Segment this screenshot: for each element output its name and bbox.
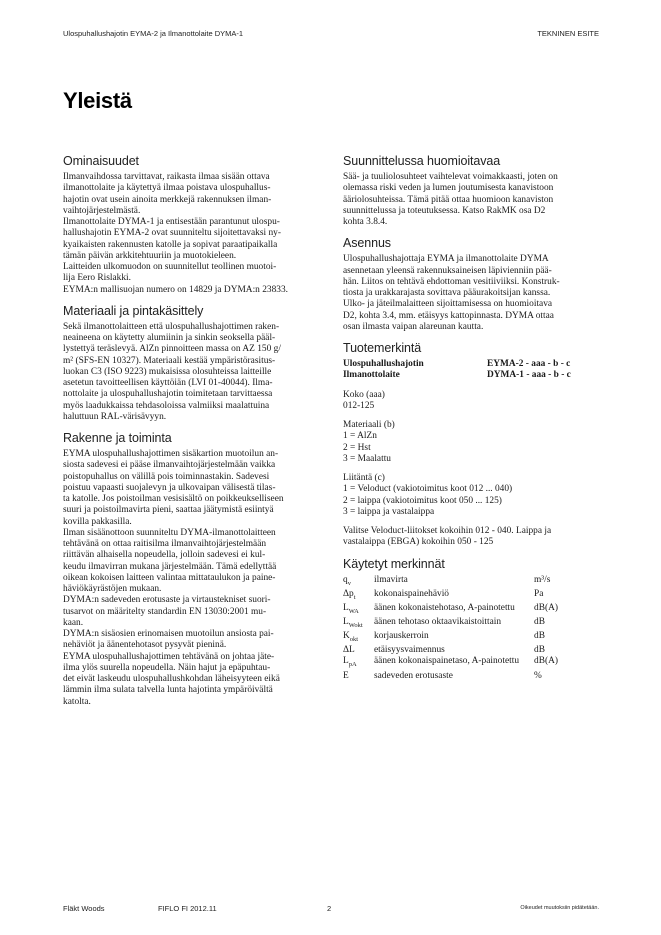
paragraph: [63, 449, 318, 528]
selection-note: [343, 526, 601, 549]
text-line: vastalaippa (EBGA) kokoihin 050 - 125: [343, 537, 494, 548]
symbol-unit: dB(A): [534, 602, 558, 613]
text-line: DYMA:n sadeveden erotusaste ja virtaustekniset suori-: [63, 595, 271, 606]
text-line: det eivät laskeudu ulospuhallushkohdan läheisyyteen eikä: [63, 674, 280, 684]
text-line: Ilmanvaihdossa tarvittavat, raikasta ilmaa sisään ottava: [63, 172, 270, 182]
text-line: suuri ja poistoilmavirta pieni, saattaa jäätymistä esiintyä: [63, 505, 274, 516]
section-heading: Materiaali ja pintakäsittely: [63, 303, 204, 318]
text-line: vaihtojärjestelmästä.: [63, 205, 141, 216]
section-heading: Suunnittelussa huomioitavaa: [343, 154, 501, 168]
section-tuotemerkinta: [343, 341, 601, 549]
paragraph: [63, 595, 318, 629]
text-line: ilma ylös suurella nopeudella. Näin hajut ja epäpuhtau-: [63, 662, 271, 673]
text-line: nehäviöt ja äänentehotasot pysyvät pieninä.: [63, 640, 227, 651]
text-line: 012-125: [343, 400, 375, 411]
text-line: EYMA:n mallisuojan numero on 14829 ja DYMA:n 23833.: [63, 284, 288, 295]
text-line: 3 = Maalattu: [343, 453, 391, 464]
symbol-table: [343, 575, 558, 682]
text-line: Ulko- ja jäteilmalaitteen sijoittamisessa on huomioitava: [343, 299, 553, 310]
text-line: poistuu vapaasti suojalevyn ja ulkovaipan välisestä tilas-: [63, 482, 276, 493]
paragraph: [63, 262, 318, 285]
symbol-unit: dB: [534, 616, 545, 627]
text-line: ta katolle. Jos poistoilman vesisisältö on poikkeukselliseen: [63, 494, 284, 504]
symbol-row: [343, 589, 558, 603]
text-line: 1 = Veloduct (vakiotoimitus koot 012 ... 040): [343, 484, 513, 495]
symbol-row: [343, 617, 558, 631]
text-line: Ulospuhallushajottaja EYMA ja ilmanottolaite DYMA: [343, 254, 549, 265]
paragraph: [63, 652, 318, 708]
right-column: [343, 154, 601, 690]
text-line: Ilmanottolaite DYMA-1 ja entisestään parantunut ulospu-: [63, 217, 280, 227]
symbol-row: [343, 656, 558, 670]
section-heading: Käytetyt merkinnät: [343, 556, 445, 571]
text-line: lija Eero Rislakki.: [63, 273, 131, 284]
text-line: haluttuun RAL-värisävyyn.: [63, 411, 167, 422]
text-line: Laitteiden ulkomuodon on suunnitellut teollinen muotoi-: [63, 262, 277, 272]
material-spec: [343, 420, 601, 465]
symbol-description: ilmavirta: [374, 574, 408, 585]
symbol-description: kokonaispainehäviö: [374, 588, 449, 599]
text-line: myös laadukkaissa tehdasoloissa valmiiksi maalattuina: [63, 400, 270, 411]
text-line: olemassa riski veden ja lumen joutumisesta kanavistoon: [343, 183, 554, 194]
connection-spec: [343, 473, 601, 518]
text-line: m² (SFS-EN 10327). Materiaali kestää ympäristörasitus-: [63, 355, 276, 366]
paragraph: [343, 172, 601, 228]
symbol-row: [343, 645, 558, 656]
paragraph: [63, 322, 318, 423]
text-line: lämmin ilma sulata talvella lunta hajotinta ympäröivältä: [63, 685, 273, 696]
paragraph: [63, 217, 318, 262]
text-line: kaan.: [63, 617, 84, 628]
text-line: tusarvot on määritelty standardin EN 13030:2001 mu-: [63, 606, 267, 617]
paragraph: [63, 528, 318, 596]
product-code: DYMA-1 - aaa - b - c: [487, 370, 571, 381]
symbol-description: äänen kokonaistehotaso, A-painotettu: [374, 602, 515, 613]
left-column: [63, 154, 318, 716]
text-line: 2 = Hst: [343, 442, 371, 453]
symbol-description: äänen tehotaso oktaavikaistoittain: [374, 616, 502, 627]
symbol-description: korjauskerroin: [374, 631, 429, 641]
paragraph: [63, 629, 318, 652]
footer-rights-note: Oikeudet muutoksiin pidätetään.: [520, 905, 599, 911]
text-line: keudu ilmavirran mukana järjestelmään. Tämä edellyttää: [63, 561, 277, 572]
text-line: häviökäyrästöjen mukaan.: [63, 584, 162, 594]
product-code: EYMA-2 - aaa - b - c: [487, 359, 571, 369]
text-line: Ilman sisäänottoon suunniteltu DYMA-ilmanottolaitteen: [63, 527, 276, 538]
product-code-row: [343, 370, 601, 381]
section-suunnittelu: [343, 154, 601, 228]
text-line: Koko (aaa): [343, 389, 385, 400]
symbol-unit: dB(A): [534, 656, 558, 667]
symbol-description: etäisyysvaimennus: [374, 645, 445, 656]
product-name: Ilmanottolaite: [343, 370, 400, 381]
symbol-row: [343, 671, 558, 682]
paragraph: [343, 254, 601, 333]
symbol: $q_v$: [343, 574, 351, 587]
symbol-description: äänen kokonaispainetaso, A-painotettu: [374, 656, 520, 667]
product-code-row: [343, 359, 601, 370]
text-line: ilmanottolaite ja käytettyä ilmaa poistava ulospuhallus-: [63, 183, 271, 194]
text-line: hän. Liitos on tehtävä ehdottoman vesitiiviiksi. Konstruk-: [343, 276, 560, 287]
text-line: nottolaite ja ulospuhallushajotin toimitetaan tarvittaessa: [63, 389, 273, 400]
symbol-description: sadeveden erotusaste: [374, 670, 453, 681]
page-number: 2: [327, 904, 332, 913]
text-line: osan ilmasta vaipan alareunan kautta.: [343, 321, 484, 332]
text-line: EYMA ulospuhallushajottimen tehtävänä on johtaa jäte-: [63, 651, 275, 662]
symbol: $L_{Wokt}$: [343, 616, 363, 629]
text-line: 2 = laippa (vakiotoimitus koot 050 ... 125): [343, 495, 502, 506]
symbol-unit: %: [534, 670, 542, 681]
section-heading: Tuotemerkintä: [343, 341, 422, 355]
footer-document-code: FIFLO FI 2012.11: [158, 904, 217, 913]
text-line: kovilla pakkasilla.: [63, 516, 132, 527]
text-line: tämän päivän arkkitehtuuriin ja muotokieleen.: [63, 250, 237, 261]
text-line: suunnittelussa ja toteutuksessa. Katso RakMK osa D2: [343, 205, 546, 216]
text-line: 1 = AlZn: [343, 431, 377, 442]
page-title: Yleistä: [63, 88, 132, 113]
text-line: Valitse Veloduct-liitokset kokoihin 012 - 040. Laippa ja: [343, 526, 552, 536]
text-line: poistopuhallus on välillä pois toiminnastakin. Sadevesi: [63, 471, 270, 482]
text-line: Liitäntä (c): [343, 473, 385, 483]
text-line: asennetaan yleensä rakennuksaineisen läpivienniin pää-: [343, 265, 552, 276]
text-line: Sekä ilmanottolaitteen että ulospuhallushajottimen raken-: [63, 321, 280, 332]
header-document-type: TEKNINEN ESITE: [537, 29, 599, 38]
paragraph: [63, 172, 318, 217]
symbol-unit: Pa: [534, 588, 544, 599]
text-line: lystettyä teräslevyä. AlZn pinnoitteen massa on AZ 150 g/: [63, 344, 281, 355]
text-line: tehtävänä on ottaa raitisilma ilmanvaihtojärjestelmään: [63, 539, 267, 549]
text-line: katolta.: [63, 696, 91, 707]
text-line: neaineena on käytetty alumiinin ja sinkin seoksella pääl-: [63, 333, 276, 343]
section-merkinnat: [343, 557, 601, 682]
symbol: $L_{WA}$: [343, 602, 359, 615]
symbol-row: [343, 631, 558, 645]
text-line: Sää- ja tuuliolosuhteet vaihtelevat voimakkaasti, joten on: [343, 172, 558, 182]
text-line: tiosta ja urakkarajasta sovittava pääurakoitsijan kanssa.: [343, 288, 551, 298]
text-line: kohta 3.8.4.: [343, 217, 388, 227]
text-line: hallushajotin EYMA-2 ovat suunniteltu sijoitettavaksi ny-: [63, 228, 281, 239]
symbol: $\Delta p_t$: [343, 588, 356, 601]
section-asennus: [343, 236, 601, 333]
text-line: hajotin ovat usein ainoita merkkejä rakennuksen ilman-: [63, 194, 272, 205]
text-line: asetetun tavoitteellisen käyttöiän (LVI 01-40044). Ilma-: [63, 378, 273, 388]
symbol: E: [343, 670, 349, 681]
text-line: 3 = laippa ja vastalaippa: [343, 506, 435, 517]
size-spec: [343, 390, 601, 413]
text-line: D2, kohta 3.4, mm. etäisyys kattopinnasta. DYMA ottaa: [343, 310, 554, 321]
symbol-row: [343, 575, 558, 589]
product-name: Ulospuhallushajotin: [343, 359, 424, 369]
text-line: luokan C3 (ISO 9223) mukaisissa olosuhteissa laitteille: [63, 366, 272, 377]
section-rakenne: [63, 431, 318, 708]
section-heading: Rakenne ja toiminta: [63, 431, 172, 445]
text-line: oikean kokoisen laitteen valintaa mittataulukon ja paine-: [63, 572, 276, 583]
text-line: ääriolosuhteissa. Tämä pitää ottaa huomioon kanaviston: [343, 194, 554, 205]
section-heading: Ominaisuudet: [63, 154, 139, 168]
symbol: $K_{okt}$: [343, 631, 359, 643]
symbol: ΔL: [343, 645, 355, 656]
section-materiaali: [63, 304, 318, 423]
text-line: siosta sadevesi ei pääse ilmanvaihtojärjestelmään vaikka: [63, 460, 276, 471]
section-ominaisuudet: [63, 154, 318, 296]
text-line: DYMA:n sisäosien erinomaisen muotoilun ansiosta pai-: [63, 629, 274, 639]
text-line: kyaikaisten rakennusten katolle ja sopivat paraatipaikalla: [63, 239, 278, 250]
section-heading: Asennus: [343, 236, 391, 251]
paragraph: [63, 285, 318, 296]
text-line: EYMA ulospuhallushajottimen sisäkartion muotoilun an-: [63, 449, 279, 459]
symbol-unit: m³/s: [534, 574, 551, 585]
footer-brand: Fläkt Woods: [63, 904, 105, 913]
symbol: $L_{pA}$: [343, 656, 357, 669]
symbol-unit: dB: [534, 631, 545, 641]
text-line: riittävän alhaisella nopeudella, jolloin sadevesi ei kul-: [63, 550, 266, 561]
symbol-unit: dB: [534, 645, 545, 656]
text-line: Materiaali (b): [343, 420, 395, 430]
symbol-row: [343, 603, 558, 617]
header-document-title: Ulospuhallushajotin EYMA-2 ja Ilmanottolaite DYMA-1: [63, 29, 244, 38]
